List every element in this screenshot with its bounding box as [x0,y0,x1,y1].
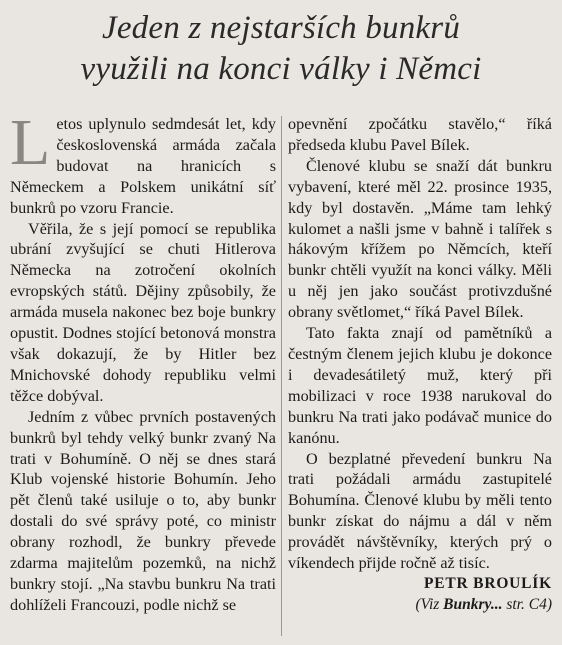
headline [0,8,562,90]
headline-line-2: využili na konci války i Němci [80,51,482,87]
paragraph-bunker-na-trati: Jedním z vůbec prvních postavených bunkrů byl tehdy velký bunkr zvaný Na trati v Bohumíně. O něj se dnes stará Klub vojenské historie Bohumín. Jeho pět členů také usiluje o to, aby bunkr dostali do své správy poté, co ministr obrany rozhodl, že bunkry převede zdarma majitelům pozemků, na nichž bunkry stojí. „Na stavbu bunkru Na trati dohlíželi Francouzi, podle nichž se [10,407,276,614]
right-column [288,114,552,615]
paragraph-veteran: Tato fakta znají od pamětníků a čestným členem jejich klubu je dokonce i devadesátiletý muž, který při mobilizaci v roce 1938 narukoval do bunkru Na trati jako podávač munice do kanónu. [288,324,552,447]
see-also-reference [288,594,552,615]
see-also-bold: Bunkry... [443,595,503,613]
drop-cap: L [10,106,51,179]
column-divider [281,116,282,636]
see-also-prefix: (Viz [415,595,444,613]
paragraph-continued: opevnění zpočátku stavělo,“ říká předseda klubu Pavel Bílek. [288,115,552,154]
headline-line-1: Jeden z nejstarších bunkrů [101,10,461,46]
paragraph-intro-text: etos uplynulo sedmdesát let, kdy československá armáda začala budovat na hranicích s Německem a Polskem unikátní síť bunkrů po vzoru Francie. [10,115,276,217]
paragraph-equipment: Členové klubu se snaží dát bunkru vybavení, které měl 22. prosince 1935, kdy byl dostavěn. „Máme tam lehký kulomet a našli jsme v bahně i talířek s hákovým křížem po Němcích, kteří bunkr chtěli využít na konci války. Měli u něj jen jako součást protivzdušné obrany světlomet,“ říká Pavel Bílek. [288,156,552,322]
see-also-suffix: str. C4) [502,595,552,613]
paragraph-transfer: O bezplatné převedení bunkru Na trati požádali armádu zastupitelé Bohumína. Členové klubu by měli tento bunkr získat do nájmu a dál v něm provádět návštěvníky, kterých prý o víkendech přijde ročně až tisíc. [288,449,552,573]
left-column [10,106,276,616]
paragraph-history: Věřila, že s její pomocí se republika ubrání zvyšující se chuti Hitlerova Německa na zotročení okolních evropských států. Dějiny způsobily, že armáda musela nakonec bez boje bunkry opustit. Dodnes stojící betonová monstra však dokazují, že by Hitler bez Mnichovské dohody republiku velmi těžce dobýval. [10,219,276,405]
author-byline: PETR BROULÍK [423,574,552,592]
paragraph-intro [10,106,276,219]
